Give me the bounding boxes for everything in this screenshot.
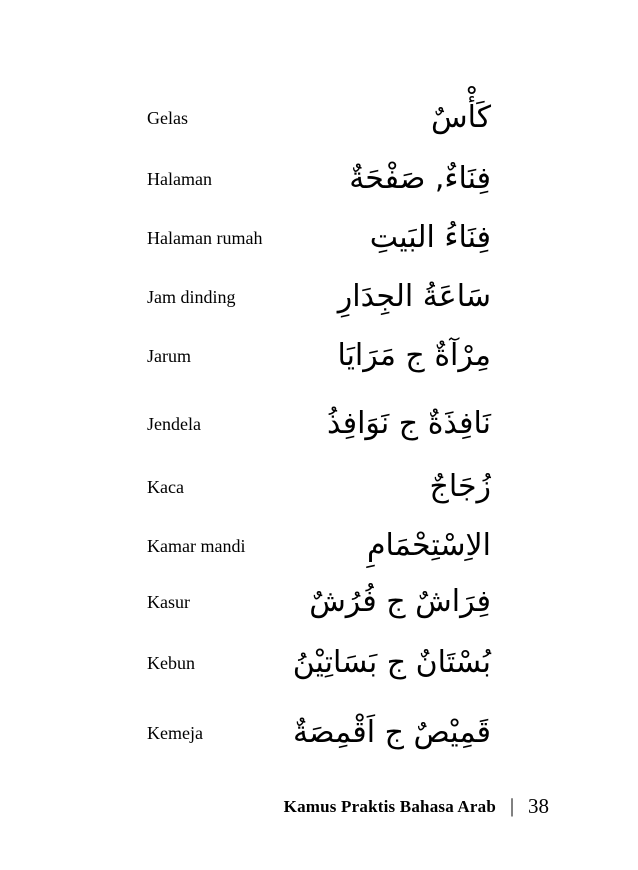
entry-latin-term: Kebun xyxy=(147,653,195,673)
entry-latin-term: Jarum xyxy=(147,346,191,366)
entry-latin-term: Jam dinding xyxy=(147,287,236,307)
entry-arabic-term: قَمِيْصٌ ج اَقْمِصَةٌ xyxy=(292,715,491,750)
vocabulary-entry-jam-dinding xyxy=(0,268,638,326)
entry-latin-term: Kamar mandi xyxy=(147,536,246,556)
footer-separator: | xyxy=(510,795,515,817)
entry-latin-term: Halaman rumah xyxy=(147,228,263,248)
entry-arabic-term: سَاعَةُ الجِدَارِ xyxy=(337,279,491,314)
entry-arabic-term: بُسْتَانٌ ج بَسَاتِيْنُ xyxy=(292,645,491,680)
entry-arabic-term: فِنَاءٌ, صَفْحَةٌ xyxy=(349,161,491,196)
vocabulary-entry-jendela xyxy=(0,395,638,453)
entry-arabic-term: مِرْآةٌ ج مَرَايَا xyxy=(337,338,491,373)
vocabulary-entry-kebun xyxy=(0,634,638,692)
entry-latin-term: Kasur xyxy=(147,592,190,612)
vocabulary-entry-kasur xyxy=(0,573,638,631)
vocabulary-entry-kemeja xyxy=(0,704,638,762)
entry-latin-term: Kaca xyxy=(147,477,184,497)
vocabulary-entry-kamar-mandi xyxy=(0,517,638,575)
entry-latin-term: Gelas xyxy=(147,108,188,128)
vocabulary-entry-jarum xyxy=(0,327,638,385)
entry-arabic-term: فِنَاءُ البَيتِ xyxy=(369,220,491,255)
vocabulary-entry-gelas xyxy=(0,89,638,147)
entry-arabic-term: كَأْسٌ xyxy=(430,100,491,135)
entry-arabic-term: نَافِذَةٌ ج نَوَافِذُ xyxy=(326,406,491,441)
book-title: Kamus Praktis Bahasa Arab xyxy=(283,797,496,816)
page-number: 38 xyxy=(528,794,549,818)
entry-latin-term: Kemeja xyxy=(147,723,203,743)
entry-arabic-term: زُجَاجٌ xyxy=(429,469,491,504)
entry-arabic-term: الاِسْتِحْمَامِ xyxy=(366,528,491,563)
entry-latin-term: Jendela xyxy=(147,414,201,434)
entry-arabic-term: فِرَاشٌ ج فُرُشٌ xyxy=(309,584,491,619)
vocabulary-entry-halaman-rumah xyxy=(0,209,638,267)
vocabulary-entry-kaca xyxy=(0,458,638,516)
vocabulary-entry-halaman xyxy=(0,150,638,208)
page-footer xyxy=(0,792,638,822)
entry-latin-term: Halaman xyxy=(147,169,212,189)
